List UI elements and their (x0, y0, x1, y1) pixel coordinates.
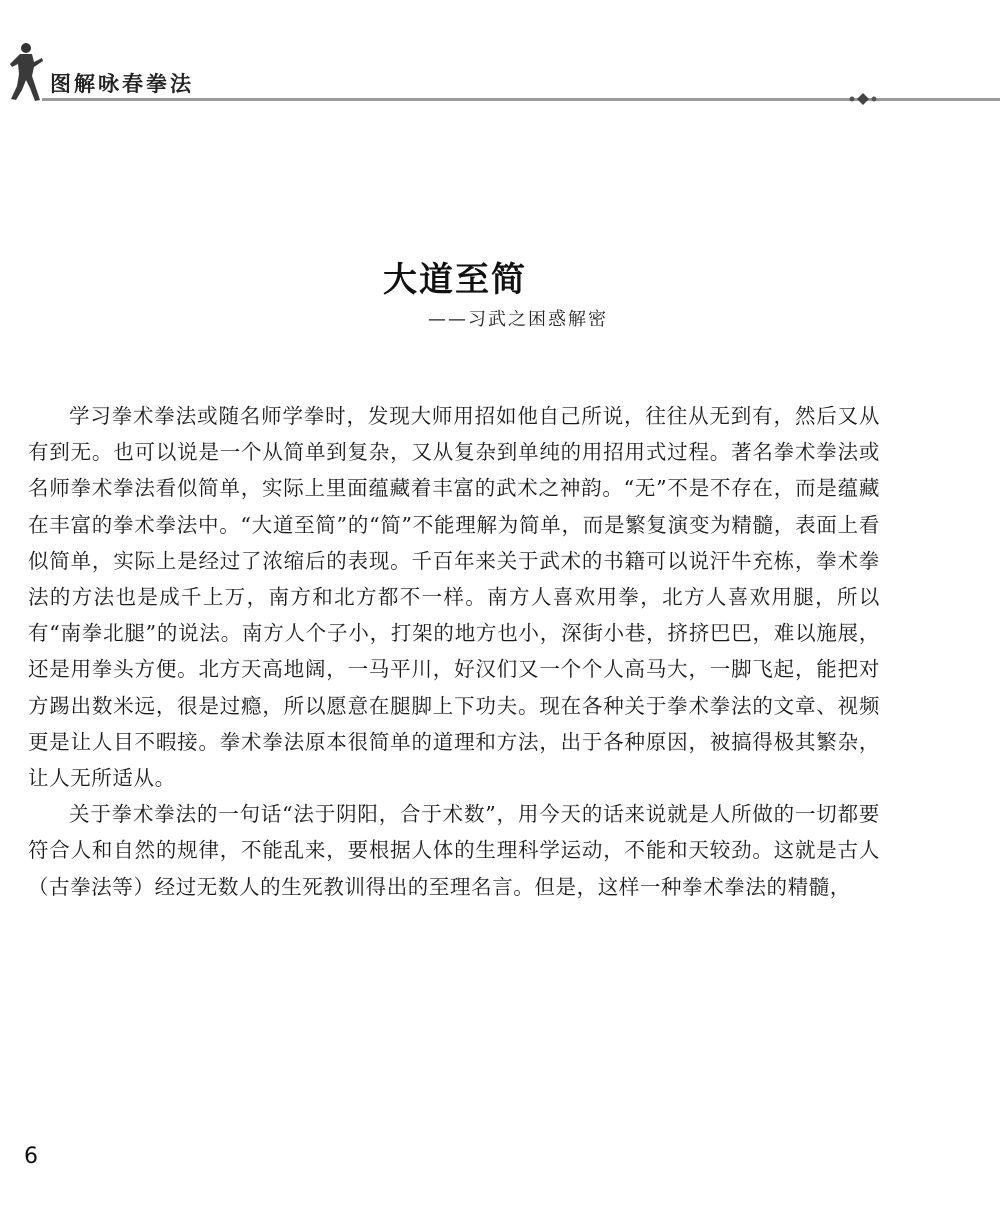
paragraph: 学习拳术拳法或随名师学拳时，发现大师用招如他自己所说，往往从无到有，然后又从有到无。也可以说是一个从简单到复杂，又从复杂到单纯的用招用式过程。著名拳术拳法或名师拳术拳法看似简单，实际上里面蕴藏着丰富的武术之神韵。“无”不是不存在，而是蕴藏在丰富的拳术拳法中。“大道至简”的“简”不能理解为简单，而是繁复演变为精髓，表面上看似简单，实际上是经过了浓缩后的表现。千百年来关于武术的书籍可以说汗牛充栋，拳术拳法的方法也是成千上万，南方和北方都不一样。南方人喜欢用拳，北方人喜欢用腿，所以有“南拳北腿”的说法。南方人个子小，打架的地方也小，深街小巷，挤挤巴巴，难以施展，还是用拳头方便。北方天高地阔，一马平川，好汉们又一个个人高马大，一脚飞起，能把对方踢出数米远，很是过瘾，所以愿意在腿脚上下功夫。现在各种关于拳术拳法的文章、视频更是让人目不暇接。拳术拳法原本很简单的道理和方法，出于各种原因，被搞得极其繁杂，让人无所适从。 (28, 404, 880, 791)
rule-ornament-icon (846, 92, 880, 106)
chapter-title: 大道至简 (383, 260, 527, 300)
page-number: 6 (24, 1144, 38, 1169)
book-title: 图解咏春拳法 (50, 72, 194, 96)
running-header (0, 30, 1000, 110)
body-text (28, 398, 880, 905)
paragraph: 关于拳术拳法的一句话“法于阴阳，合于术数”，用今天的话来说就是人所做的一切都要符合人和自然的规律，不能乱来，要根据人体的生理科学运动，不能和天较劲。这就是古人（古拳法等）经过无数人的生死教训得出的至理名言。但是，这样一种拳术拳法的精髓， (28, 802, 880, 899)
martial-artist-figure-icon (6, 40, 46, 104)
chapter-subtitle: ——习武之困惑解密 (428, 309, 608, 330)
